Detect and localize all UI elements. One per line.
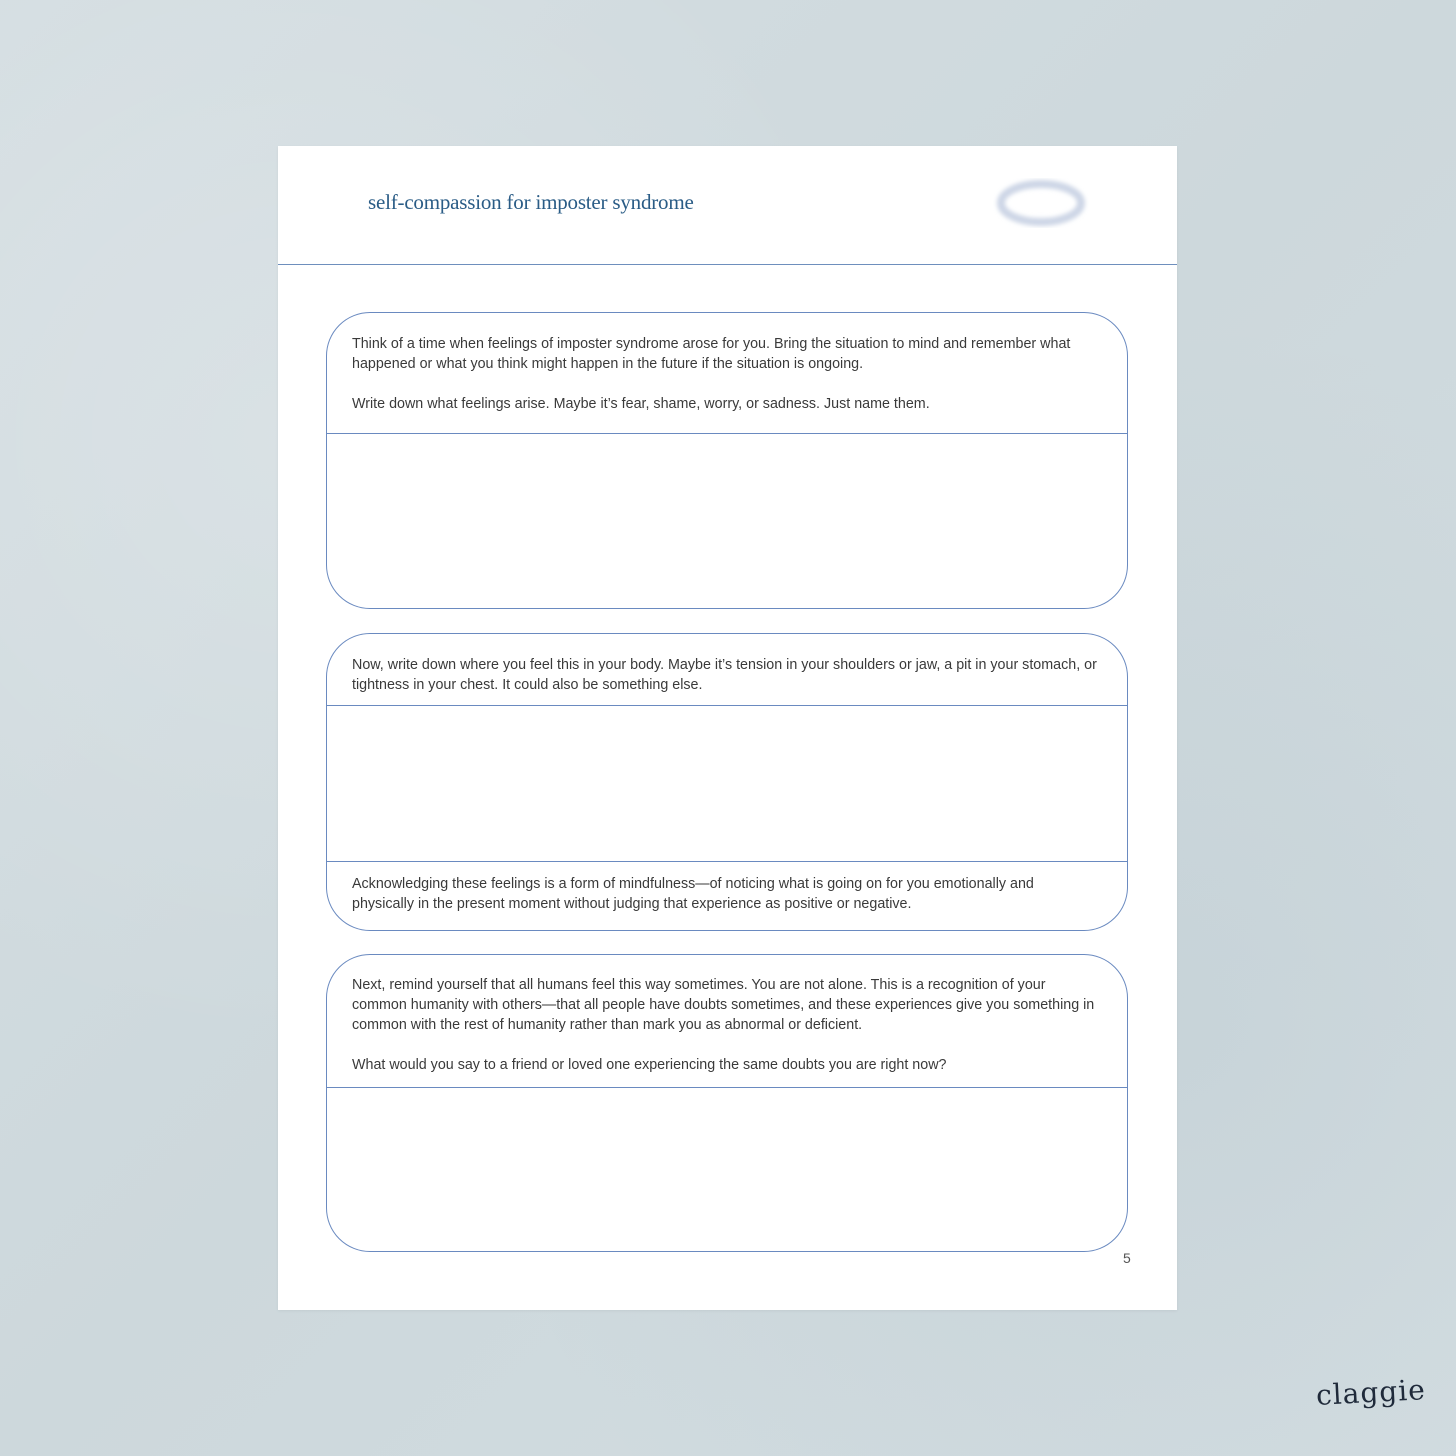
section-common-humanity [326, 954, 1128, 1252]
brand-logo: claggie [1315, 1373, 1427, 1412]
section-body [326, 633, 1128, 931]
prompt-paragraph: Write down what feelings arise. Maybe it’s fear, shame, worry, or sadness. Just name them. [352, 396, 930, 412]
page-header [278, 146, 1177, 265]
common-humanity-answer-area[interactable] [327, 1087, 1127, 1252]
section-body-footer [327, 862, 1127, 914]
body-answer-area[interactable] [327, 705, 1127, 862]
prompt-paragraph: Now, write down where you feel this in your body. Maybe it’s tension in your shoulders or jaw, a pit in your stomach, or tightness in your chest. It could also be something else. [352, 657, 1097, 693]
mindfulness-note: Acknowledging these feelings is a form of mindfulness—of noticing what is going on for you emotionally and physically in the present moment without judging that experience as positive or negative. [352, 876, 1034, 912]
prompt-paragraph: Next, remind yourself that all humans feel this way sometimes. You are not alone. This is a recognition of your common humanity with others—that all people have doubts sometimes, and these experiences give you something in common with the rest of humanity rather than mark you as abnormal or deficient. [352, 977, 1095, 1033]
page-title: self-compassion for imposter syndrome [368, 190, 694, 214]
prompt-paragraph: What would you say to a friend or loved one experiencing the same doubts you are right now? [352, 1057, 947, 1073]
section-feelings [326, 312, 1128, 609]
section-body-prompt [327, 634, 1127, 705]
section-common-humanity-prompt [327, 955, 1127, 1087]
prompt-paragraph: Think of a time when feelings of imposter syndrome arose for you. Bring the situation to mind and remember what happened or what you think might happen in the future if the situation is ongoing. [352, 336, 1071, 372]
section-feelings-prompt [327, 313, 1127, 433]
feelings-answer-area[interactable] [327, 433, 1127, 609]
page-number: 5 [1123, 1250, 1131, 1266]
worksheet-page [278, 146, 1177, 1310]
decorative-ring-icon [993, 178, 1089, 228]
